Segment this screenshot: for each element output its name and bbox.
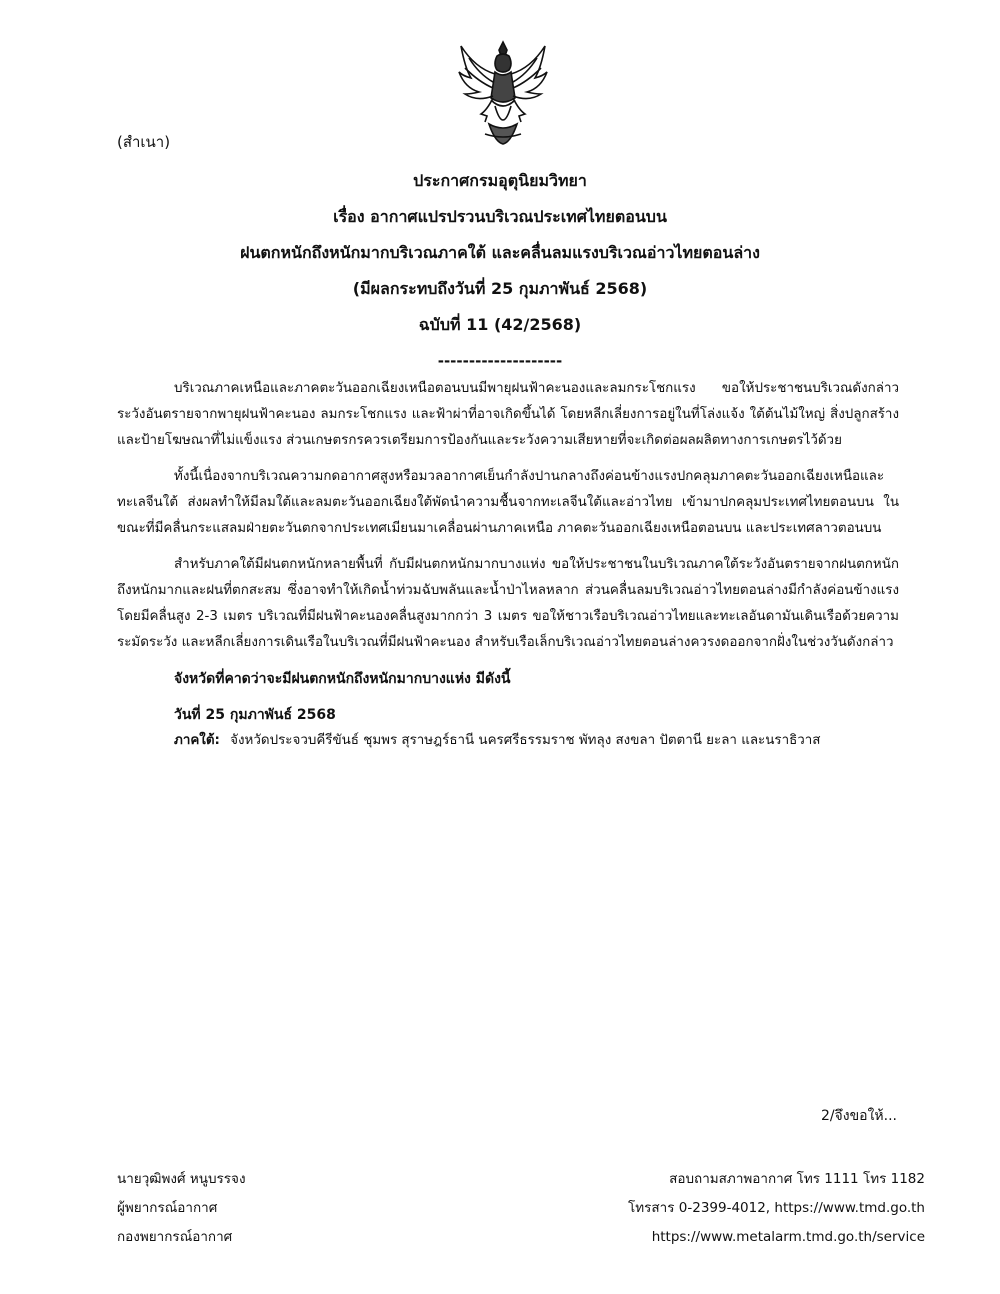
paragraph-cause: ทั้งนี้เนื่องจากบริเวณความกดอากาศสูงหรือมวลอากาศเย็นกำลังปานกลางถึงค่อนข้างแรงปกคลุมภาคตะวันออกเฉียงเหนือและทะเลจีนใต้ ส่งผลทำให้มีลมใต้และลมตะวันออกเฉียงใต้พัดนำความชื้นจากทะเลจีนใต้และอ่าวไทย เข้ามาปกคลุมประเทศไทยตอนบน ในขณะที่มีคลื่นกระแสลมฝ่ายตะวันตกจากประเทศเมียนมาเคลื่อนผ่านภาคเหนือ ภาคตะวันออกเฉียงเหนือตอนบน และประเทศลาวตอนบน — [117, 469, 899, 536]
contact-service-link[interactable]: https://www.metalarm.tmd.go.th/service — [651, 1229, 925, 1245]
region-provinces: จังหวัดประจวบคีรีขันธ์ ชุมพร สุราษฎร์ธานี นครศรีธรรมราช พัทลุง สงขลา ปัตตานี ยะลา และนราธิวาส — [230, 733, 821, 748]
region-row — [174, 728, 899, 754]
forecast-date: วันที่ 25 กุมภาพันธ์ 2568 — [174, 707, 336, 723]
signatory-division: กองพยากรณ์อากาศ — [117, 1229, 233, 1245]
title-line-subject: เรื่อง อากาศแปรปรวนบริเวณประเทศไทยตอนบน — [333, 207, 667, 226]
provinces-heading: จังหวัดที่คาดว่าจะมีฝนตกหนักถึงหนักมากบางแห่ง มีดังนี้ — [174, 671, 511, 687]
garuda-emblem-icon — [455, 38, 551, 146]
paragraph-south-rain: สำหรับภาคใต้มีฝนตกหนักหลายพื้นที่ กับมีฝนตกหนักมากบางแห่ง ขอให้ประชาชนในบริเวณภาคใต้ระวังอันตรายจากฝนตกหนักถึงหนักมากและฝนที่ตกสะสม ซึ่งอาจทำให้เกิดน้ำท่วมฉับพลันและน้ำป่าไหลหลาก ส่วนคลื่นลมบริเวณอ่าวไทยตอนล่างมีกำลังค่อนข้างแรง โดยมีคลื่นสูง 2-3 เมตร บริเวณที่มีฝนฟ้าคะนองคลื่นสูงมากกว่า 3 เมตร ขอให้ชาวเรือบริเวณอ่าวไทยและทะเลอันดามันเดินเรือด้วยความระมัดระวัง และหลีกเลี่ยงการเดินเรือในบริเวณที่มีฝนฟ้าคะนอง สำหรับเรือเล็กบริเวณอ่าวไทยตอนล่างควรงดออกจากฝั่งในช่วงวันดังกล่าว — [117, 557, 899, 650]
title-line-issue-number: ฉบับที่ 11 (42/2568) — [418, 315, 582, 334]
announcement-body — [117, 376, 899, 754]
copy-label: (สำเนา) — [117, 133, 171, 151]
announcement-title — [0, 163, 1000, 379]
signatory-name: นายวุฒิพงศ์ หนูบรรจง — [117, 1171, 246, 1187]
signatory-position: ผู้พยากรณ์อากาศ — [117, 1200, 218, 1216]
title-line-agency: ประกาศกรมอุตุนิยมวิทยา — [413, 171, 587, 190]
footer-signatory — [117, 1165, 246, 1252]
contact-fax-web[interactable]: โทรสาร 0-2399-4012, https://www.tmd.go.th — [628, 1200, 925, 1216]
title-line-effective-date: (มีผลกระทบถึงวันที่ 25 กุมภาพันธ์ 2568) — [352, 279, 648, 298]
paragraph-thunderstorm-warning: บริเวณภาคเหนือและภาคตะวันออกเฉียงเหนือตอนบนมีพายุฝนฟ้าคะนองและลมกระโชกแรง ขอให้ประชาชนบริเวณดังกล่าวระวังอันตรายจากพายุฝนฟ้าคะนอง ลมกระโชกแรง และฟ้าผ่าที่อาจเกิดขึ้นได้ โดยหลีกเลี่ยงการอยู่ในที่โล่งแจ้ง ใต้ต้นไม้ใหญ่ สิ่งปลูกสร้างและป้ายโฆษณาที่ไม่แข็งแรง ส่วนเกษตรกรควรเตรียมการป้องกันและระวังความเสียหายที่จะเกิดต่อผลผลิตทางการเกษตรไว้ด้วย — [117, 381, 899, 448]
next-page-marker: 2/จึงขอให้... — [820, 1108, 897, 1124]
title-line-warning: ฝนตกหนักถึงหนักมากบริเวณภาคใต้ และคลื่นลมแรงบริเวณอ่าวไทยตอนล่าง — [240, 243, 760, 262]
title-divider: -------------------- — [437, 352, 563, 370]
region-label: ภาคใต้: — [174, 733, 220, 748]
contact-phone: สอบถามสภาพอากาศ โทร 1111 โทร 1182 — [669, 1171, 925, 1187]
footer-contact — [628, 1165, 925, 1252]
